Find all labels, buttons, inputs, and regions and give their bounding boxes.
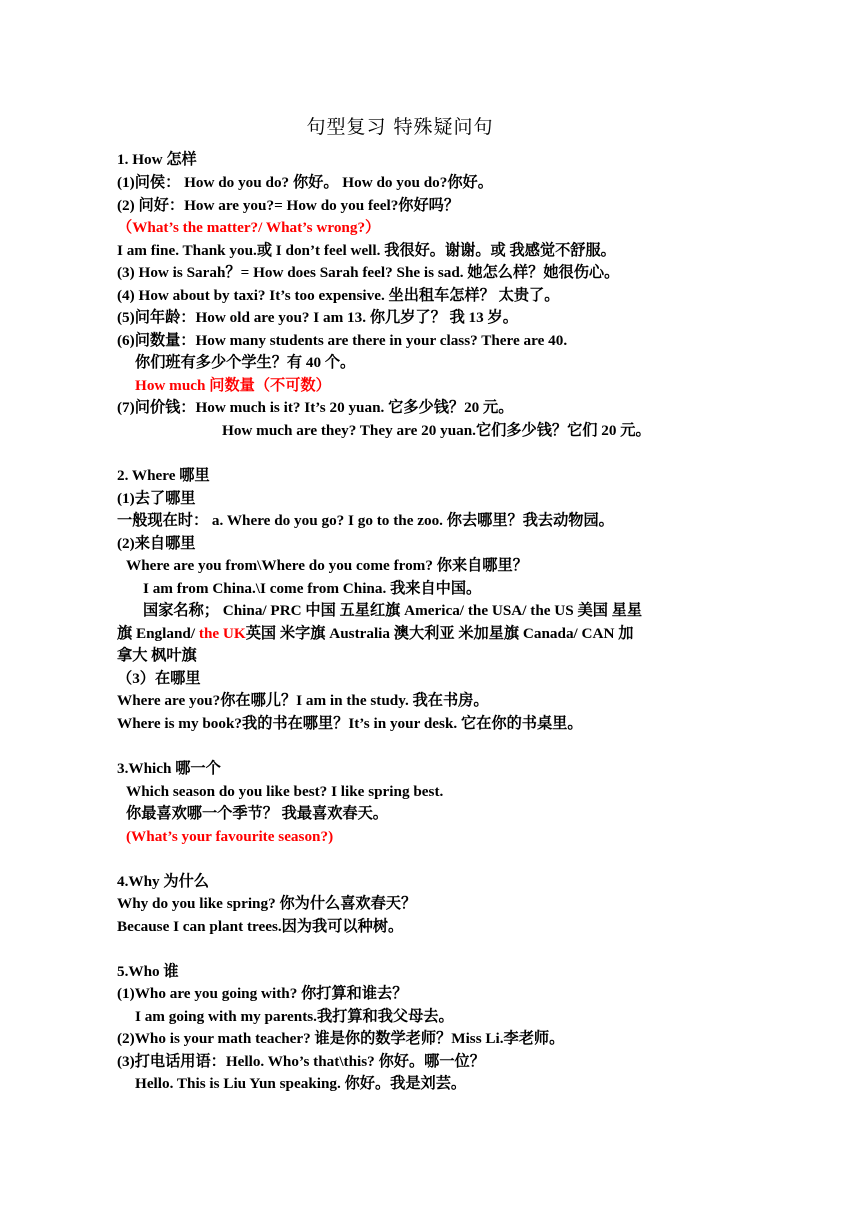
text-line: How much are they? They are 20 yuan.它们多少钱？它们 20 元。: [222, 422, 651, 439]
page-title: 句型复习 特殊疑问句: [306, 116, 494, 138]
section-where-heading: 2. Where 哪里: [117, 467, 210, 484]
highlight-line: (What’s your favourite season?): [126, 828, 334, 845]
section-how-heading: 1. How 怎样: [117, 151, 197, 168]
text-line: （3）在哪里: [117, 670, 201, 687]
highlight-run: the UK: [198, 625, 246, 642]
text-line: (3)打电话用语：Hello. Who’s that\this? 你好。哪一位？: [117, 1053, 485, 1070]
text-run: 英国 米字旗 Australia 澳大利亚 米加星旗 Canada/ CAN 加: [245, 625, 634, 642]
text-line: Where are you?你在哪儿？I am in the study. 我在书房。: [117, 692, 489, 709]
highlight-line: How much 问数量（不可数）: [135, 377, 331, 394]
text-line: 你最喜欢哪一个季节？ 我最喜欢春天。: [126, 805, 388, 822]
text-run: 旗 England/: [117, 625, 199, 642]
text-line: I am going with my parents.我打算和我父母去。: [135, 1008, 454, 1025]
text-line: Hello. This is Liu Yun speaking. 你好。我是刘芸。: [135, 1075, 467, 1092]
text-line: I am fine. Thank you.或 I don’t feel well. 我很好。谢谢。或 我感觉不舒服。: [117, 242, 616, 259]
text-line: 拿大 枫叶旗: [117, 647, 197, 664]
text-line: (2) 问好：How are you?= How do you feel?你好吗？: [117, 197, 460, 214]
text-line: 一般现在时： a. Where do you go? I go to the zoo. 你去哪里？我去动物园。: [117, 512, 614, 529]
text-line: Because I can plant trees.因为我可以种树。: [117, 918, 404, 935]
text-line: (1)问侯： How do you do? 你好。 How do you do?你好。: [117, 174, 493, 191]
text-line: Which season do you like best? I like spring best.: [126, 783, 444, 800]
section-who-heading: 5.Who 谁: [117, 963, 179, 980]
text-line: (6)问数量：How many students are there in your class? There are 40.: [117, 332, 568, 349]
text-line: (1)去了哪里: [117, 490, 196, 507]
text-line: (2)Who is your math teacher? 谁是你的数学老师？Miss Li.李老师。: [117, 1030, 565, 1047]
text-line: Why do you like spring? 你为什么喜欢春天？: [117, 895, 417, 912]
text-line: (4) How about by taxi? It’s too expensive. 坐出租车怎样？ 太贵了。: [117, 287, 560, 304]
text-line: 国家名称； China/ PRC 中国 五星红旗 America/ the USA/ the US 美国 星星: [143, 602, 643, 619]
text-line: Where is my book?我的书在哪里？It’s in your desk. 它在你的书桌里。: [117, 715, 583, 732]
text-line: Where are you from\Where do you come from? 你来自哪里？: [126, 557, 528, 574]
section-which-heading: 3.Which 哪一个: [117, 760, 221, 777]
highlight-line: （What’s the matter?/ What’s wrong?）: [117, 219, 381, 236]
text-line: [117, 624, 767, 644]
text-line: I am from China.\I come from China. 我来自中国。: [143, 580, 482, 597]
text-line: (1)Who are you going with? 你打算和谁去？: [117, 985, 408, 1002]
text-line: (3) How is Sarah？= How does Sarah feel? She is sad. 她怎么样？她很伤心。: [117, 264, 620, 281]
text-line: (7)问价钱：How much is it? It’s 20 yuan. 它多少钱？20 元。: [117, 399, 514, 416]
text-line: (5)问年龄：How old are you? I am 13. 你几岁了？ 我 13 岁。: [117, 309, 518, 326]
text-line: 你们班有多少个学生？有 40 个。: [135, 354, 356, 371]
text-line: (2)来自哪里: [117, 535, 196, 552]
section-why-heading: 4.Why 为什么: [117, 873, 209, 890]
